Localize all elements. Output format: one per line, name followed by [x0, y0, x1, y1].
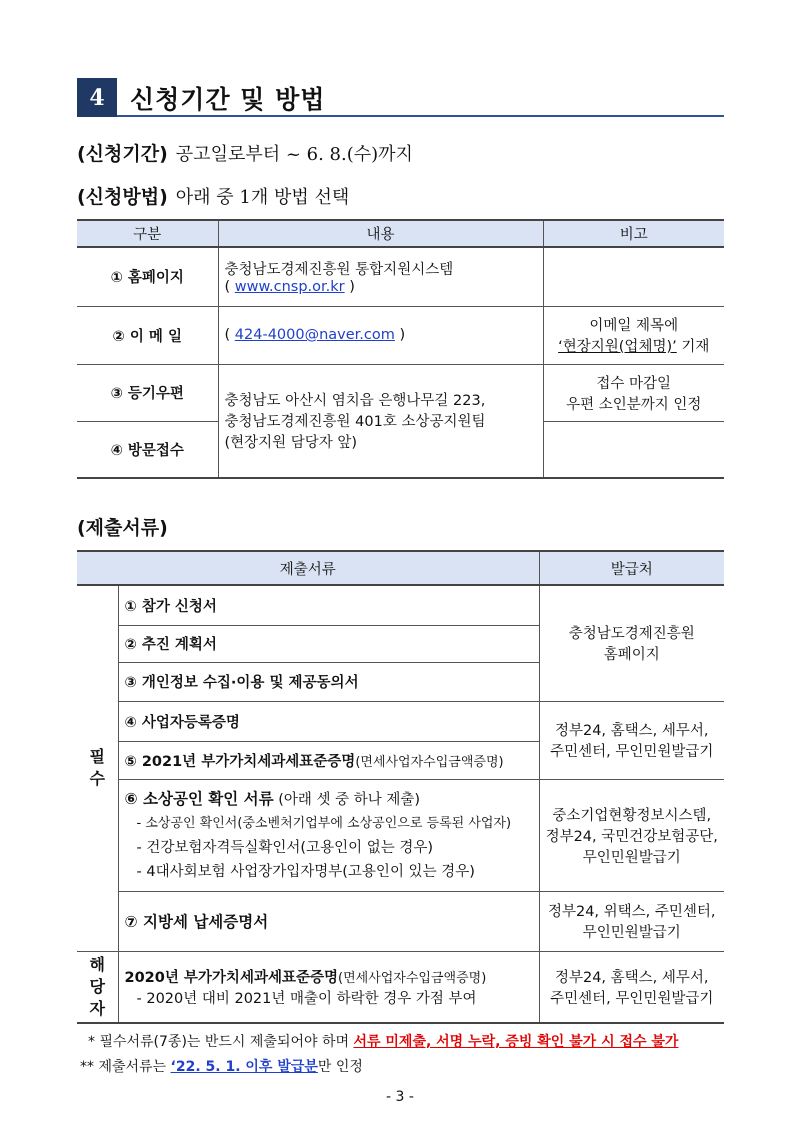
note-cell: [543, 421, 724, 478]
note-cell: [543, 306, 724, 364]
address-line: 충청남도경제진흥원 401호 소상공지원팀: [224, 414, 486, 431]
issuer-cell: [539, 951, 724, 1023]
doc-item-paren: (아래 셋 중 하나 제출): [273, 791, 421, 808]
type-cell: ① 홈페이지: [77, 247, 218, 306]
table-row: [77, 247, 724, 306]
email-link[interactable]: 424-4000@naver.com: [234, 327, 395, 343]
issuer-line: 무인민원발급기: [582, 849, 681, 866]
address-cell: [218, 364, 543, 478]
header-issuer: 발급처: [539, 551, 724, 585]
doc-item: ⑦ 지방세 납세증명서: [118, 891, 539, 951]
label-char: 당: [89, 976, 105, 996]
note-cell: [543, 247, 724, 306]
table-row: [77, 891, 724, 951]
table-row: [77, 779, 724, 891]
method-label: (신청방법): [77, 186, 168, 208]
address-line: 충청남도 아산시 염치읍 은행나무길 223,: [224, 393, 486, 410]
period-label: (신청기간): [77, 143, 168, 165]
paren: ): [394, 327, 406, 343]
header-content: 내용: [218, 220, 543, 247]
docs-title-text: (제출서류): [77, 517, 168, 539]
documents-table: [77, 550, 724, 1024]
issuer-line: 중소기업현황정보시스템,: [552, 807, 712, 824]
type-cell: ④ 방문접수: [77, 421, 218, 478]
issuer-line: 주민센터, 무인민원발급기: [550, 744, 714, 760]
type-cell: ② 이 메 일: [77, 306, 218, 364]
section-underline: [117, 115, 724, 117]
issuer-line: 정부24, 위택스, 주민센터,: [547, 904, 716, 920]
content-cell: [218, 306, 543, 364]
note-text: 기재: [676, 339, 710, 355]
issuer-cell: [539, 779, 724, 891]
note-text: 우편 소인분까지 인정: [566, 396, 702, 413]
table-row: [77, 306, 724, 364]
doc-subitem: - 건강보험자격득실확인서(고용인이 없는 경우): [136, 839, 434, 856]
table-row: [77, 585, 724, 625]
header-note: 비고: [543, 220, 724, 247]
doc-item-sub: (면세사업자수입금액증명): [355, 754, 504, 770]
header-type: 구분: [77, 220, 218, 247]
footnote-2: [80, 1056, 363, 1076]
doc-item: [118, 741, 539, 779]
issuer-line: 정부24, 홈택스, 세무서,: [554, 723, 709, 739]
note-underlined: ‘현장지원(업체명)’: [558, 339, 677, 355]
applicable-label: [77, 951, 118, 1023]
doc-subitem: - 4대사회보험 사업장가입자명부(고용인이 있는 경우): [136, 863, 475, 880]
doc-item: ② 추진 계획서: [118, 625, 539, 662]
table-row: [77, 701, 724, 741]
issuer-line: 정부24, 국민건강보험공단,: [545, 828, 718, 845]
issuer-cell: [539, 701, 724, 779]
issuer-line: 홈페이지: [603, 647, 660, 664]
doc-item: [118, 951, 539, 1023]
table-row: [77, 364, 724, 421]
period-line: [77, 139, 413, 166]
required-label: [77, 585, 118, 951]
footnote-text: * 필수서류(7종)는 반드시 제출되어야 하며: [88, 1034, 354, 1050]
note-cell: [543, 364, 724, 421]
doc-subitem: - 소상공인 확인서(중소벤처기업부에 소상공인으로 등록된 사업자): [136, 815, 512, 831]
doc-item-main: ⑥ 소상공인 확인 서류: [124, 789, 274, 808]
footnote-warning: 서류 미제출, 서명 누락, 증빙 확인 불가 시 접수 불가: [353, 1034, 679, 1050]
doc-item: ③ 개인정보 수집·이용 및 제공동의서: [118, 662, 539, 701]
footnote-date: ‘22. 5. 1. 이후 발급분: [170, 1059, 318, 1075]
period-value: 공고일로부터 ~ 6. 8.(수)까지: [175, 144, 413, 165]
doc-item: ① 참가 신청서: [118, 585, 539, 625]
content-cell: [218, 247, 543, 306]
issuer-line: 정부24, 홈택스, 세무서,: [554, 969, 709, 986]
type-cell: ③ 등기우편: [77, 364, 218, 421]
note-text: 이메일 제목에: [589, 318, 679, 334]
label-char: 필: [89, 747, 105, 767]
footnote-text: 만 인정: [317, 1059, 363, 1075]
doc-item: ④ 사업자등록증명: [118, 701, 539, 741]
footnote-text: ** 제출서류는: [80, 1059, 171, 1075]
method-value: 아래 중 1개 방법 선택: [175, 187, 350, 208]
issuer-cell: [539, 891, 724, 951]
doc-item-main: 2020년 부가가치세과세표준증명: [124, 969, 338, 986]
issuer-line: 무인민원발급기: [582, 925, 681, 941]
page-number: - 3 -: [386, 1089, 414, 1105]
method-line: [77, 182, 349, 209]
label-char: 수: [89, 769, 105, 789]
header-docs: 제출서류: [77, 551, 539, 585]
paren: (: [224, 279, 235, 296]
footnote-1: [88, 1031, 678, 1051]
note-text: 접수 마감일: [596, 375, 672, 392]
section-number: 4: [77, 78, 117, 117]
doc-item-main: ⑤ 2021년 부가가치세과세표준증명: [124, 753, 356, 770]
section-title: 신청기간 및 방법: [130, 85, 326, 114]
issuer-line: 주민센터, 무인민원발급기: [550, 990, 714, 1007]
paren: (: [224, 327, 235, 343]
label-char: 자: [89, 998, 105, 1018]
docs-title: [77, 513, 168, 540]
doc-subitem: - 2020년 대비 2021년 매출이 하락한 경우 가점 부여: [136, 990, 477, 1007]
issuer-cell: [539, 585, 724, 701]
doc-item: [118, 779, 539, 891]
homepage-link[interactable]: www.cnsp.or.kr: [234, 279, 345, 296]
address-line: (현장지원 담당자 앞): [224, 435, 358, 452]
content-text: 충청남도경제진흥원 통합지원시스템: [224, 262, 454, 279]
method-table: [77, 219, 724, 479]
issuer-line: 충청남도경제진흥원: [568, 626, 695, 643]
label-char: 해: [89, 954, 105, 974]
doc-item-paren: (면세사업자수입금액증명): [338, 970, 487, 986]
paren: ): [344, 279, 355, 296]
table-row: [77, 951, 724, 1023]
